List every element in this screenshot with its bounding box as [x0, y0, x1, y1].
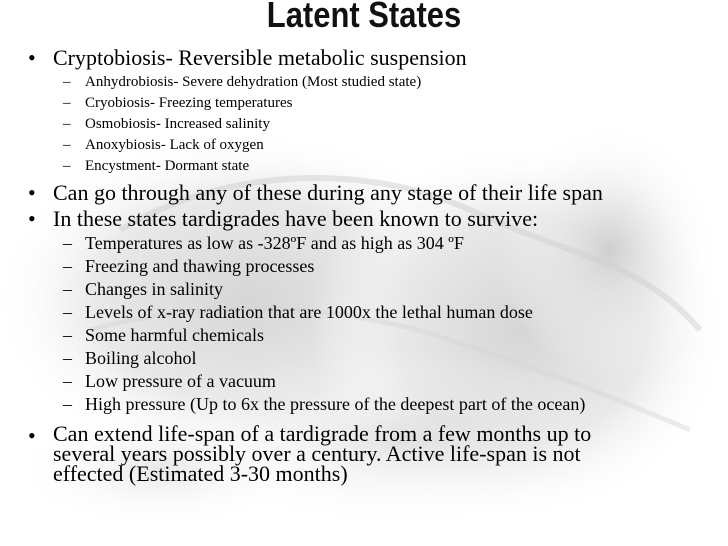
- bullet-text-line: effected (Estimated 3-30 months): [53, 461, 348, 486]
- bullet-text-line: Can extend life-span of a tardigrade from a few months up to: [53, 421, 592, 446]
- sub-item-text: Low pressure of a vacuum: [85, 371, 276, 391]
- dash-marker: –: [63, 95, 71, 111]
- dash-marker: –: [63, 371, 72, 391]
- bullet-marker: •: [28, 180, 36, 205]
- dash-marker: –: [63, 394, 72, 414]
- bullet-text: In these states tardigrades have been known to survive:: [53, 206, 539, 231]
- dash-marker: –: [63, 233, 72, 253]
- dash-marker: –: [63, 348, 72, 368]
- bullet-extend-life-span: [53, 421, 713, 486]
- bullet-marker: •: [28, 206, 36, 231]
- dash-marker: –: [63, 279, 72, 299]
- sub-item-text: High pressure (Up to 6x the pressure of the deepest part of the ocean): [85, 394, 586, 414]
- sub-item-text: Changes in salinity: [85, 279, 223, 299]
- dash-marker: –: [63, 116, 71, 132]
- bullet-text: Can go through any of these during any stage of their life span: [53, 180, 603, 205]
- sub-item-text: Anhydrobiosis- Severe dehydration (Most studied state): [85, 74, 422, 90]
- dash-marker: –: [63, 256, 72, 276]
- sub-item-text: Temperatures as low as -328ºF and as high as 304 ºF: [85, 233, 464, 253]
- sub-item-text: Cryobiosis- Freezing temperatures: [85, 95, 293, 111]
- dash-marker: –: [63, 137, 71, 153]
- dash-marker: –: [63, 74, 71, 90]
- dash-marker: –: [63, 158, 71, 174]
- sub-item-text: Anoxybiosis- Lack of oxygen: [85, 137, 264, 153]
- dash-marker: –: [63, 325, 72, 345]
- bullet-text-line: several years possibly over a century. Active life-span is not: [53, 441, 581, 466]
- sub-item-text: Freezing and thawing processes: [85, 256, 315, 276]
- sub-item-text: Encystment- Dormant state: [85, 158, 250, 174]
- sub-item-text: Levels of x-ray radiation that are 1000x the lethal human dose: [85, 302, 533, 322]
- bullet-marker: •: [28, 423, 36, 448]
- dash-marker: –: [63, 302, 72, 322]
- sub-item-text: Osmobiosis- Increased salinity: [85, 116, 270, 132]
- sub-item-text: Boiling alcohol: [85, 348, 197, 368]
- bullet-text: Cryptobiosis- Reversible metabolic suspension: [53, 45, 467, 70]
- bullet-marker: •: [28, 45, 36, 70]
- sub-item-text: Some harmful chemicals: [85, 325, 264, 345]
- slide-title: Latent States: [266, 0, 462, 35]
